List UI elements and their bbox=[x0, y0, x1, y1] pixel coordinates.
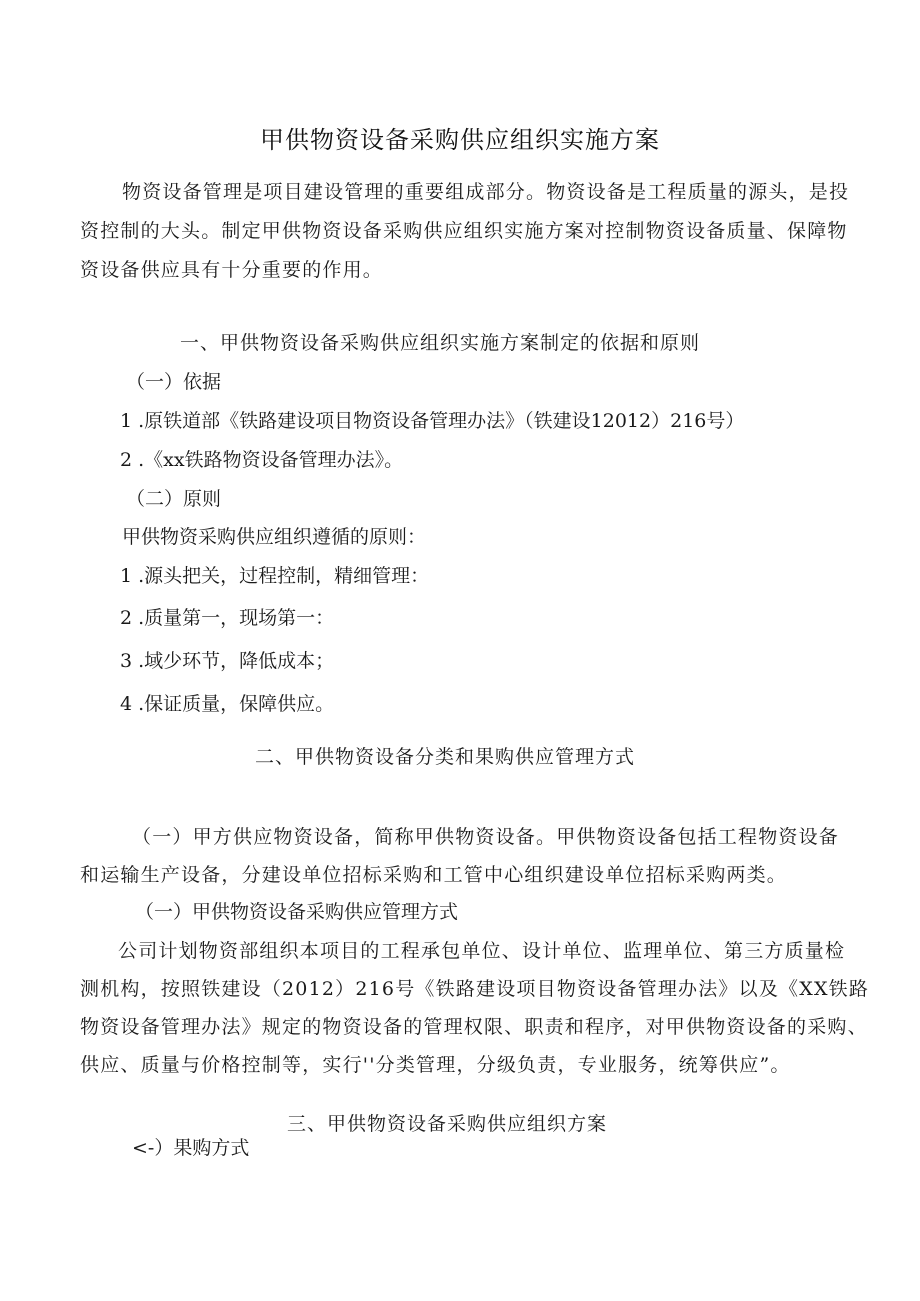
section1-heading: 一、甲供物资设备采购供应组织实施方案制定的依据和原则 bbox=[180, 332, 701, 354]
intro-line: 资控制的大头。制定甲供物资设备采购供应组织实施方案对控制物资设备质量、保障物 bbox=[80, 220, 848, 242]
principle-item: 1 .源头把关，过程控制，精细管理： bbox=[120, 565, 430, 587]
basis-item: 1 .原铁道部《铁路建设项目物资设备管理办法》（铁建设12012）216号） bbox=[120, 410, 745, 432]
section2-sub: （一）甲供物资设备采购供应管理方式 bbox=[135, 901, 459, 923]
section2-para1-line: （一）甲方供应物资设备，简称甲供物资设备。甲供物资设备包括工程物资设备 bbox=[132, 826, 840, 848]
section2-heading: 二、甲供物资设备分类和果购供应管理方式 bbox=[255, 746, 636, 768]
principle-intro: 甲供物资采购供应组织遵循的原则： bbox=[122, 526, 427, 548]
intro-line: 物资设备管理是项目建设管理的重要组成部分。物资设备是工程质量的源头，是投 bbox=[122, 181, 850, 203]
section2-paragraph2 bbox=[80, 932, 870, 1084]
document-title: 甲供物资设备采购供应组织实施方案 bbox=[260, 126, 660, 154]
section3-sub: <-）果购方式 bbox=[132, 1137, 250, 1159]
principle-item: 3 .域少环节，降低成本； bbox=[120, 650, 335, 672]
intro-line: 资设备供应具有十分重要的作用。 bbox=[80, 259, 384, 281]
section2-paragraph1 bbox=[80, 818, 845, 894]
section1-sub1: （一）依据 bbox=[126, 371, 222, 393]
section1-sub2: （二）原则 bbox=[126, 488, 222, 510]
section2-para1-line: 和运输生产设备，分建设单位招标采购和工管中心组织建设单位招标采购两类。 bbox=[80, 864, 788, 886]
section2-para2-line: 物资设备管理办法》规定的物资设备的管理权限、职责和程序，对甲供物资设备的采购、 bbox=[80, 1016, 868, 1038]
section3-heading: 三、甲供物资设备采购供应组织方案 bbox=[287, 1113, 608, 1135]
principle-item: 2 .质量第一，现场第一： bbox=[120, 607, 335, 629]
section2-para2-line: 测机构，按照铁建设（2012）216号《铁路建设项目物资设备管理办法》以及《XX铁路 bbox=[80, 978, 870, 1000]
intro-paragraph bbox=[80, 173, 850, 290]
section2-para2-line: 供应、质量与价格控制等，实行''分类管理，分级负责，专业服务，统筹供应”。 bbox=[80, 1054, 791, 1076]
section2-para2-line: 公司计划物资部组织本项目的工程承包单位、设计单位、监理单位、第三方质量检 bbox=[118, 940, 846, 962]
principle-item: 4 .保证质量，保障供应。 bbox=[120, 693, 335, 715]
basis-item: 2 .《xx铁路物资设备管理办法》。 bbox=[120, 449, 404, 471]
